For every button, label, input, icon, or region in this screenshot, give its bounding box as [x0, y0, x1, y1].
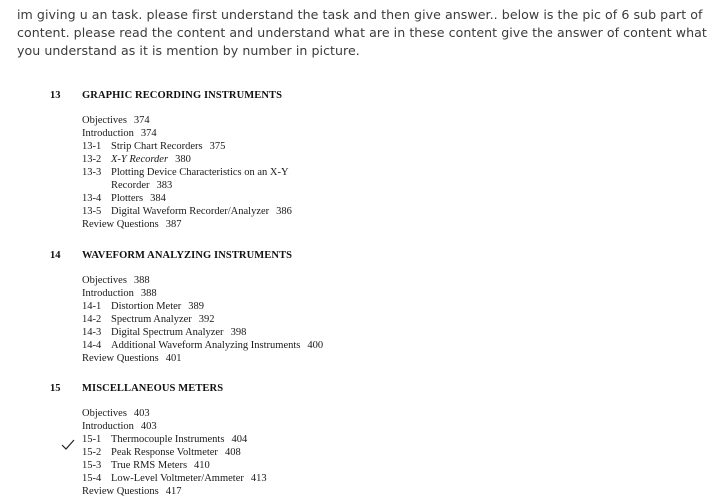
entry-page: 417: [165, 486, 182, 497]
chapter-title: MISCELLANEOUS METERS: [82, 383, 224, 394]
entry-page: 388: [140, 288, 157, 299]
entry-title: Thermocouple Instruments: [111, 434, 225, 445]
table-of-contents-scan: [0, 80, 725, 499]
entry-title: Spectrum Analyzer: [111, 314, 192, 325]
entry-page: 401: [165, 353, 182, 364]
entry-page: 413: [250, 473, 267, 484]
entry-page: 384: [150, 193, 166, 204]
entry-title: Introduction: [82, 128, 134, 139]
entry-code: 13-5: [82, 206, 102, 217]
entry-page: 392: [198, 314, 215, 325]
entry-code: 13-3: [82, 167, 102, 178]
toc-entry: [82, 193, 166, 204]
toc-entry: [82, 421, 157, 432]
toc-entry: [82, 314, 215, 325]
entry-page: 380: [175, 154, 191, 165]
entry-title: Objectives: [82, 275, 127, 286]
entry-title: Digital Waveform Recorder/Analyzer: [111, 206, 270, 217]
entry-page: 374: [133, 115, 150, 126]
toc-entry: [82, 434, 247, 445]
entry-title: Objectives: [82, 408, 127, 419]
entry-page: 400: [307, 340, 324, 351]
entry-title: True RMS Meters: [111, 460, 188, 471]
chapter-title: GRAPHIC RECORDING INSTRUMENTS: [82, 90, 283, 101]
entry-title: Distortion Meter: [111, 301, 182, 312]
entry-page: 374: [140, 128, 157, 139]
entry-page: 404: [231, 434, 248, 445]
entry-title: Digital Spectrum Analyzer: [111, 327, 224, 338]
toc-entry: [82, 340, 323, 351]
toc-entry: [82, 154, 191, 165]
toc-entry: [82, 327, 246, 338]
toc-entry: [82, 288, 157, 299]
entry-code: 14-4: [82, 340, 102, 351]
entry-page: 398: [230, 327, 247, 338]
toc-entry: [82, 473, 267, 484]
entry-code: 15-4: [82, 473, 102, 484]
toc-entry: [82, 301, 204, 312]
toc-entry: [82, 115, 150, 126]
entry-code: 13-2: [82, 154, 102, 165]
entry-title: X-Y Recorder: [111, 154, 169, 165]
entry-page: 408: [224, 447, 241, 458]
entry-title: Plotters: [111, 193, 144, 204]
entry-code: 15-2: [82, 447, 102, 458]
entry-page: 403: [133, 408, 150, 419]
toc-entry: [82, 408, 150, 419]
toc-entry: [82, 275, 150, 286]
entry-title: Review Questions: [82, 353, 159, 364]
entry-code: 13-4: [82, 193, 102, 204]
entry-title: Review Questions: [82, 486, 159, 497]
entry-title: Additional Waveform Analyzing Instruments: [111, 340, 301, 351]
chapter-title: WAVEFORM ANALYZING INSTRUMENTS: [82, 250, 293, 261]
checkmark-icon: [61, 438, 75, 452]
toc-entry: [82, 486, 181, 497]
entry-title: Plotting Device Characteristics on an X-Y: [111, 167, 289, 178]
entry-page: 387: [165, 219, 182, 230]
entry-code: 14-1: [82, 301, 102, 312]
entry-page: 388: [133, 275, 150, 286]
entry-title: Recorder: [111, 180, 150, 191]
toc-entry: [82, 447, 241, 458]
entry-code: 15-3: [82, 460, 102, 471]
toc-entry: [82, 353, 181, 364]
toc-entry: [111, 180, 172, 191]
toc-entry: [82, 219, 181, 230]
entry-code: 14-2: [82, 314, 102, 325]
entry-code: 14-3: [82, 327, 102, 338]
chapter-number: 15: [50, 383, 61, 394]
question-text: im giving u an task. please first understand the task and then give answer.. below is the pic of 6 sub part of content. please read the content and understand what are in these content give the answer of content what you understand as it is mention by number in picture.: [17, 7, 707, 58]
entry-page: 403: [140, 421, 157, 432]
chapter-number: 13: [50, 90, 61, 101]
toc-entry: [82, 128, 157, 139]
toc-entry: [82, 206, 292, 217]
entry-title: Low-Level Voltmeter/Ammeter: [111, 473, 244, 484]
entry-page: 375: [209, 141, 226, 152]
toc-entry: [82, 460, 210, 471]
entry-title: Review Questions: [82, 219, 159, 230]
toc-entry: [82, 141, 225, 152]
entry-code: 15-1: [82, 434, 102, 445]
entry-title: Peak Response Voltmeter: [111, 447, 218, 458]
entry-code: 13-1: [82, 141, 102, 152]
entry-page: 386: [276, 206, 292, 217]
entry-page: 410: [194, 460, 210, 471]
entry-title: Introduction: [82, 421, 134, 432]
entry-page: 389: [188, 301, 205, 312]
entry-title: Introduction: [82, 288, 134, 299]
chapter-number: 14: [50, 250, 61, 261]
entry-title: Objectives: [82, 115, 127, 126]
toc-entry: [82, 167, 289, 178]
entry-page: 383: [156, 180, 173, 191]
entry-title: Strip Chart Recorders: [111, 141, 203, 152]
